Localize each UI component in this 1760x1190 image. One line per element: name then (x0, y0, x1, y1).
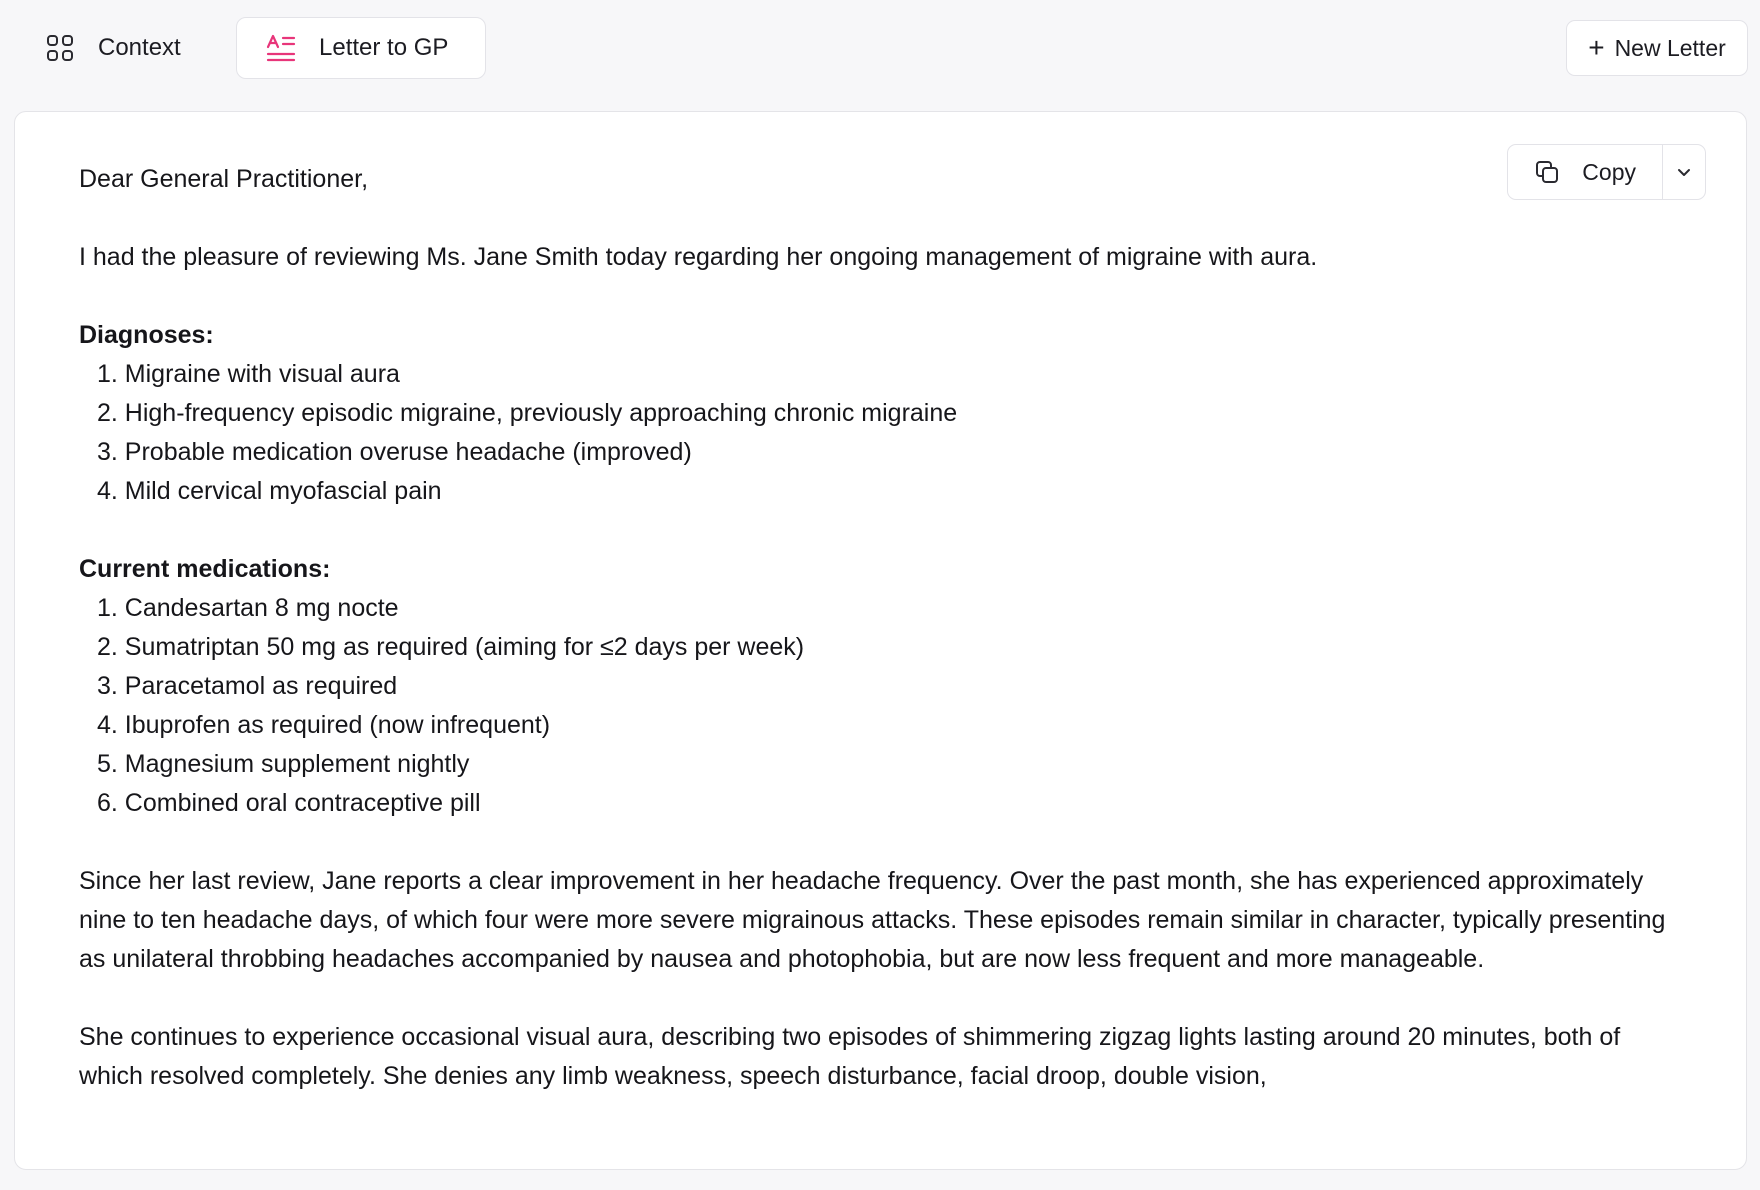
list-item: 6. Combined oral contraceptive pill (97, 789, 481, 817)
medications-list (97, 589, 1679, 823)
diagnoses-list (97, 355, 1679, 511)
tab-context[interactable] (30, 17, 195, 79)
medications-heading: Current medications: (79, 555, 331, 583)
letter-body (79, 160, 1679, 1135)
copy-label: Copy (1582, 158, 1636, 185)
tab-letter-to-gp[interactable] (236, 17, 486, 79)
letter-intro: I had the pleasure of reviewing Ms. Jane Smith today regarding her ongoing management of migraine with aura. (79, 243, 1318, 271)
letter-card (14, 111, 1747, 1170)
list-item: 3. Probable medication overuse headache (improved) (97, 438, 692, 466)
list-item: 3. Paracetamol as required (97, 672, 398, 700)
text-format-icon (265, 32, 297, 64)
plus-icon: + (1588, 32, 1605, 63)
top-bar (0, 0, 1760, 100)
list-item: 5. Magnesium supplement nightly (97, 750, 470, 778)
diagnoses-heading: Diagnoses: (79, 321, 214, 349)
tab-context-label: Context (98, 34, 181, 61)
list-item: 1. Migraine with visual aura (97, 360, 400, 388)
new-letter-label: New Letter (1614, 34, 1726, 61)
list-item: 4. Mild cervical myofascial pain (97, 477, 442, 505)
letter-paragraph: She continues to experience occasional visual aura, describing two episodes of shimmering zigzag lights lasting around 20 minutes, both of which resolved completely. She denies any limb weakness, speech disturbance, facial droop, double vision, (79, 1023, 1621, 1090)
letter-paragraph: Since her last review, Jane reports a clear improvement in her headache frequency. Over the past month, she has experienced approximately nine to ten headache days, of which four were more severe migrainous attacks. These episodes remain similar in character, typically presenting as unilateral throbbing headaches accompanied by nausea and photophobia, but are now less frequent and more manageable. (79, 867, 1666, 973)
new-letter-button[interactable] (1566, 20, 1748, 76)
list-item: 4. Ibuprofen as required (now infrequent) (97, 711, 551, 739)
letter-greeting: Dear General Practitioner, (79, 165, 369, 193)
tab-letter-label: Letter to GP (319, 34, 449, 61)
list-item: 2. Sumatriptan 50 mg as required (aiming for ≤2 days per week) (97, 633, 805, 661)
list-item: 1. Candesartan 8 mg nocte (97, 594, 399, 622)
grid-icon (44, 32, 76, 64)
list-item: 2. High-frequency episodic migraine, previously approaching chronic migraine (97, 399, 958, 427)
